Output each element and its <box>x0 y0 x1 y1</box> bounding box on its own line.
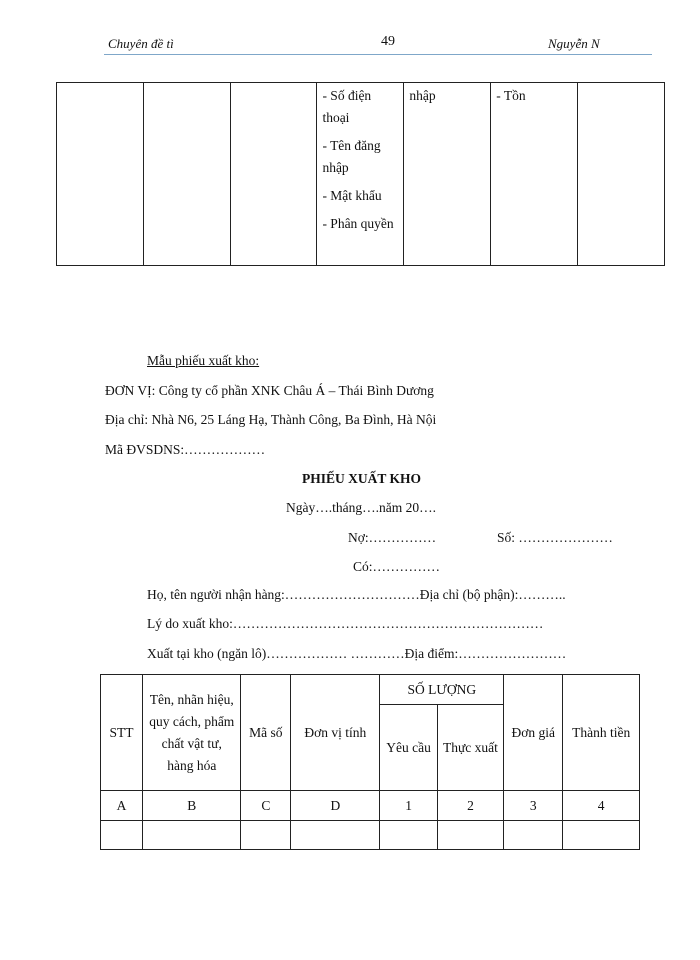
top-table-cell <box>578 83 665 266</box>
header-left: Chuyên đề tì <box>108 36 174 51</box>
top-table-cell <box>230 83 317 266</box>
form-address: Địa chỉ: Nhà N6, 25 Láng Hạ, Thành Công, Ba Đình, Hà Nội <box>105 412 437 427</box>
form-code: Mã ĐVSDNS:……………… <box>105 442 266 457</box>
index-cell: C <box>241 791 291 821</box>
page-number: 49 <box>381 34 395 49</box>
top-table-cell-fields <box>317 83 404 266</box>
index-cell: 1 <box>380 791 437 821</box>
empty-cell <box>291 821 380 850</box>
field-item: - Tên đăng nhập <box>322 138 381 175</box>
header-price: Đơn giá <box>504 675 563 791</box>
top-table-cell <box>404 83 491 266</box>
cell-text: nhập <box>409 88 436 103</box>
index-cell: B <box>143 791 241 821</box>
header-amount: Thành tiền <box>563 675 640 791</box>
header-unit: Đơn vị tính <box>291 675 380 791</box>
field-item: - Phân quyền <box>322 216 394 231</box>
empty-cell <box>380 821 437 850</box>
header-right: Nguyễn N <box>548 36 600 51</box>
header-actual: Thực xuất <box>437 705 504 791</box>
form-debit: Nợ:…………… <box>348 530 437 545</box>
header-code: Mã số <box>241 675 291 791</box>
form-reason: Lý do xuất kho:…………………………………………………………… <box>147 616 544 631</box>
header-rule <box>104 54 652 55</box>
form-unit: ĐƠN VỊ: Công ty cổ phần XNK Châu Á – Thái Bình Dương <box>105 383 434 398</box>
header-requested: Yêu cầu <box>380 705 437 791</box>
top-table <box>56 82 665 266</box>
form-date: Ngày….tháng….năm 20…. <box>286 500 436 515</box>
header-name: Tên, nhãn hiệu, quy cách, phẩm chất vật tư, hàng hóa <box>143 675 241 791</box>
field-item: - Mật khẩu <box>322 188 382 203</box>
empty-cell <box>101 821 143 850</box>
index-cell: D <box>291 791 380 821</box>
top-table-cell <box>57 83 144 266</box>
form-number: Số: ………………… <box>497 530 613 545</box>
empty-cell <box>241 821 291 850</box>
index-cell: 2 <box>437 791 504 821</box>
form-title: PHIẾU XUẤT KHO <box>302 471 422 486</box>
cell-text: - Tồn <box>496 88 526 103</box>
empty-cell <box>437 821 504 850</box>
index-cell: 4 <box>563 791 640 821</box>
goods-table <box>100 674 640 850</box>
header-quantity: SỐ LƯỢNG <box>380 675 504 705</box>
index-cell: A <box>101 791 143 821</box>
form-credit: Có:…………… <box>353 559 441 574</box>
form-caption: Mẫu phiếu xuất kho: <box>147 353 260 368</box>
top-table-cell <box>491 83 578 266</box>
index-cell: 3 <box>504 791 563 821</box>
header-stt: STT <box>101 675 143 791</box>
empty-cell <box>143 821 241 850</box>
empty-cell <box>504 821 563 850</box>
form-warehouse: Xuất tại kho (ngăn lô)……………… …………Địa điểm:…………………… <box>147 646 567 661</box>
top-table-cell <box>143 83 230 266</box>
form-receiver: Họ, tên người nhận hàng:…………………………Địa chỉ (bộ phận):……….. <box>147 587 566 602</box>
field-item: - Số điện thoại <box>322 88 372 125</box>
empty-cell <box>563 821 640 850</box>
